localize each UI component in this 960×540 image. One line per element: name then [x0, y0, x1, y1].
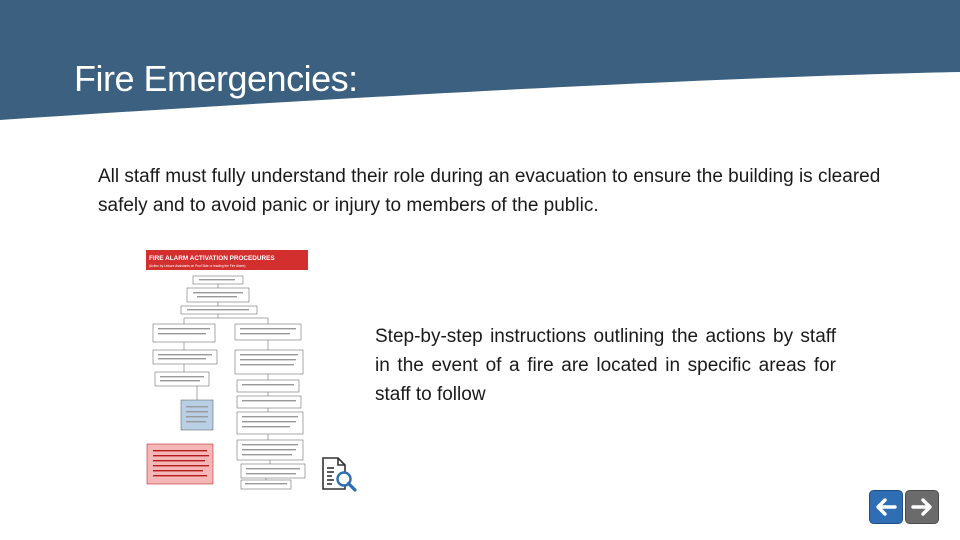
document-search-icon	[320, 456, 358, 494]
slide-title: Fire Emergencies:	[74, 58, 358, 99]
intro-text: All staff must fully understand their role during an evacuation to ensure the building is cleared safely and to avoid panic or injury to members of the public.	[98, 166, 881, 216]
flowchart-title: FIRE ALARM ACTIVATION PROCEDURES	[149, 255, 275, 262]
flowchart-subtitle: (Action by Leisure Assistants on Pool Side or leading the Fire Alarm)	[149, 264, 246, 268]
fire-alarm-flowchart	[145, 248, 309, 490]
instructions-text: Step-by-step instructions outlining the actions by staff in the event of a fire are located in specific areas for staff to follow	[375, 326, 836, 405]
next-slide-button[interactable]	[905, 490, 939, 524]
previous-slide-button[interactable]	[869, 490, 903, 524]
